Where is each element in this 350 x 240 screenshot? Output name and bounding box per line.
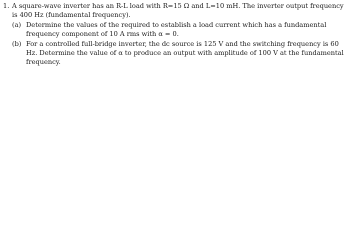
problem-statement: A square-wave inverter has an R-L load with R=15 Ω and L=10 mH. The inverter output frequency is 400 Hz (fundamental frequency). bbox=[12, 2, 344, 19]
subpart-b-label: (b) bbox=[12, 40, 22, 49]
subpart-a-text: Determine the values of the required to establish a load current which has a fundamental frequency component of 10 A rms with α = 0. bbox=[26, 21, 327, 38]
problem-statement-row bbox=[3, 2, 347, 19]
subparts-list bbox=[3, 21, 347, 66]
subpart-a bbox=[12, 21, 347, 38]
subpart-b-text: For a controlled full-bridge inverter, the dc source is 125 V and the switching frequency is 60 Hz. Determine the value of α to produce an output with amplitude of 100 V at the fundamental frequency. bbox=[26, 40, 344, 66]
subpart-b bbox=[12, 40, 347, 66]
subpart-a-label: (a) bbox=[12, 21, 22, 30]
problem-1 bbox=[3, 2, 347, 66]
problem-number: 1. bbox=[3, 2, 10, 10]
